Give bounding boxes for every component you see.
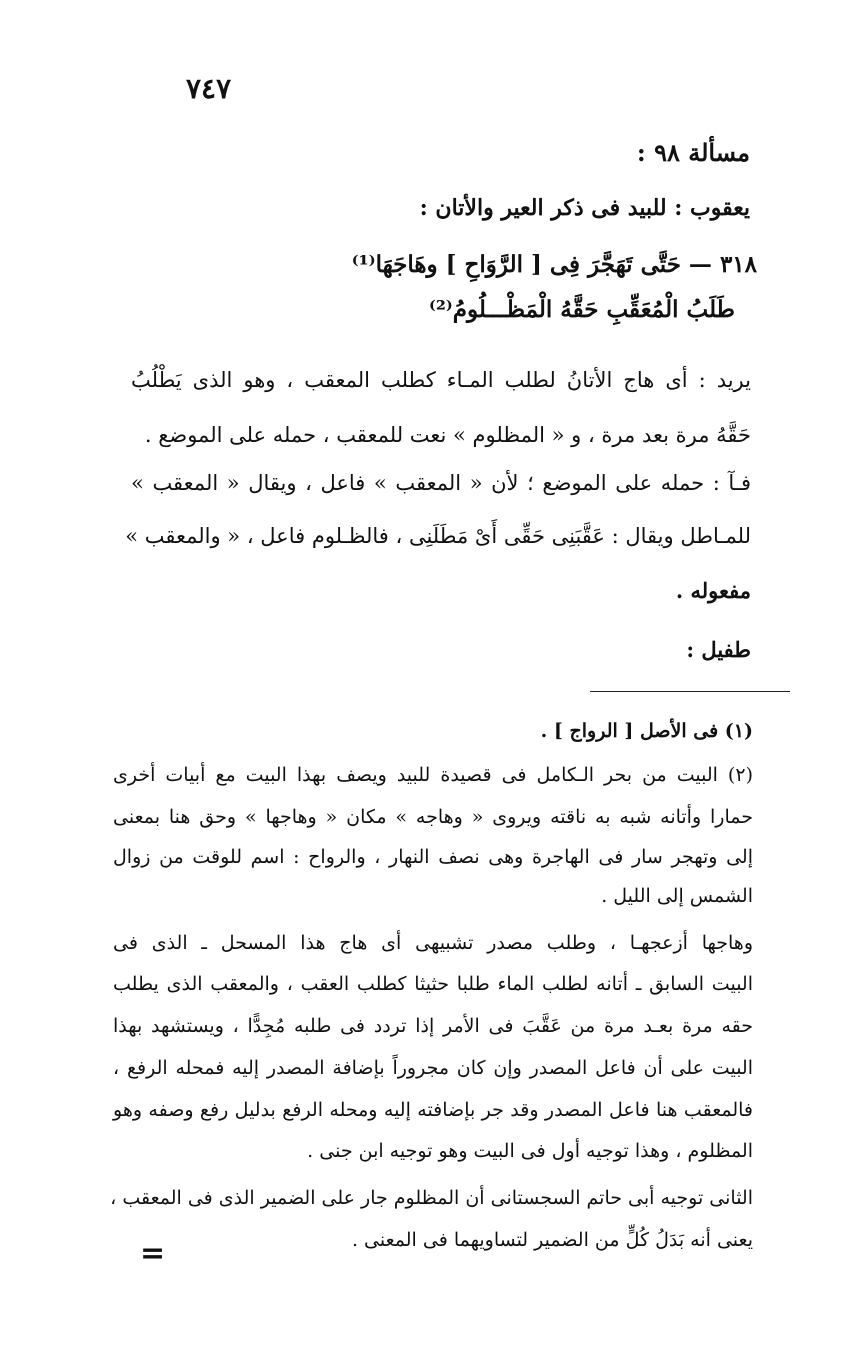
section-heading: مسألة ٩٨ : <box>636 138 750 167</box>
footnote-1: (١) فى الأصل [ الرواج ] . <box>540 720 753 742</box>
page-number: ٧٤٧ <box>186 72 232 105</box>
footnote-2-line-2: حمارا وأتانه شبه به ناقته ويروى « وهاجه » مكان « وهاجها » وحق هنا بمعنى <box>113 806 753 828</box>
footnote-divider <box>590 691 790 692</box>
footnote-para-2-line-1: وهاجها أزعجهـا ، وطلب مصدر تشبيهى أى هاج هذا المسحل ـ الذى فى <box>113 932 753 954</box>
body-line-1: يريد : أى هاج الأتانُ لطلب المـاء كطلب المعقب ، وهو الذى يَطْلُبُ <box>131 368 751 392</box>
footnote-2-line-3: إلى وتهجر سار فى الهاجرة وهى نصف النهار ، والرواح : اسم للوقت من زوال <box>113 846 753 868</box>
body-line-3: فـآ : حمله على الموضع ؛ لأن « المعقب » فاعل ، ويقال « المعقب » <box>131 471 751 495</box>
footnote-para-3-line-1: الثانى توجيه أبى حاتم السجستانى أن المظلوم جار على الضمير الذى فى المعقب ، <box>110 1187 753 1209</box>
footnote-para-2-line-2: البيت السابق ـ أتانه لطلب الماء طلبا حثيثا كطلب العقب ، والمعقب الذى يطلب <box>113 973 753 995</box>
footnote-para-2-line-4: البيت على أن فاعل المصدر وإن كان مجروراً بإضافة المصدر إليه فمحله الرفع ، <box>113 1057 753 1079</box>
body-line-2: حَقَّهُ مرة بعد مرة ، و « المظلوم » نعت للمعقب ، حمله على الموضع . <box>144 423 751 447</box>
footnote-2-line-4: الشمس إلى الليل . <box>601 885 753 907</box>
continuation-mark: = <box>140 1236 166 1271</box>
footnote-para-2-line-6: المظلوم ، وهذا توجيه أول فى البيت وهو توجيه ابن جنى . <box>307 1140 753 1162</box>
body-line-5: مفعوله . <box>675 578 751 603</box>
footnote-2-line-1: (٢) البيت من بحر الـكامل فى قصيدة للبيد ويصف بهذا البيت مع أبيات أخرى <box>113 764 753 786</box>
footnote-para-2-line-3: حقه مرة بعـد مرة من عَقَّبَ فى الأمر إذا تردد فى طلبه مُجِدًّا ، ويستشهد بهذا <box>113 1015 753 1037</box>
verse-line-2: طَلَبُ الْمُعَقِّبِ حَقَّهُ الْمَظْـــلُومُ⁽²⁾ <box>428 296 735 323</box>
verse-line-1: ٣١٨ — حَتَّى تَهَجَّرَ فِى [ الرَّوَاحِ ] وهَاجَهَا⁽¹⁾ <box>351 251 757 278</box>
footnote-para-3-line-2: يعنى أنه بَدَلُ كُلٍّ من الضمير لتساويهما فى المعنى . <box>351 1229 753 1251</box>
intro-line: يعقوب : للبيد فى ذكر العير والأتان : <box>419 195 750 221</box>
poet-name: طفيل : <box>686 637 751 662</box>
body-line-4: للمـاطل ويقال : عَقَّبَنِى حَقِّى أَىْ مَطَلَنِى ، فالظـلوم فاعل ، « والمعقب » <box>125 524 751 548</box>
footnote-para-2-line-5: فالمعقب هنا فاعل المصدر وقد جر بإضافته إليه ومحله الرفع بدليل رفع وصفه وهو <box>113 1099 753 1121</box>
